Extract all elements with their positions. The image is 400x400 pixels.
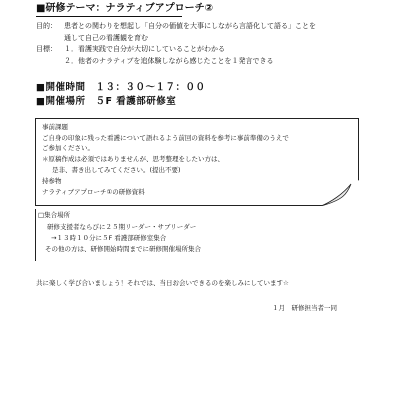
closing-message: 共に楽しく学び合いましょう！それでは、当日お会いできるのを楽しみにしています☆ — [36, 279, 289, 287]
page-title: ■研修テーマ：ナラティブアプローチ② — [36, 4, 213, 17]
prework-heading: 事前課題 — [42, 123, 68, 131]
goal-item-1: １．看護実践で自分が大切にしていることがわかる — [64, 45, 225, 53]
gathering-heading: □集合場所 — [38, 211, 71, 219]
purpose-label: 目的： — [36, 22, 57, 30]
prework-line-3: ＊原稿作成は必須ではありませんが、思考整理をしたい方は、 — [42, 155, 224, 163]
gathering-section — [35, 209, 357, 261]
purpose-line-2: 通して自己の看護観を育む — [64, 34, 148, 42]
prework-line-1: ご自身の印象に残った看護について語れるよう前回の資料を参考に事前準備のうえで — [42, 134, 289, 142]
schedule-place: ■開催場所 ５F 看護部研修室 — [36, 96, 177, 107]
prework-line-4: 是非、書き出してみてください。(提出不要) — [52, 166, 181, 174]
goals-label: 目標： — [36, 45, 57, 53]
signature: １月 研修担当者一同 — [272, 304, 337, 312]
schedule-time: ■開催時間 １３：３０～１７：００ — [36, 82, 206, 93]
gathering-line-2: →１３時１０分に５F 看護部研修室集合 — [51, 234, 167, 242]
goal-item-2: ２．他者のナラティブを追体験しながら感じたことを１発言できる — [64, 57, 274, 65]
gathering-line-3: その他の方は、研修開始時間までに研修開催場所集合 — [45, 245, 201, 253]
gathering-line-1: 研修支援者ならびに２５期リーダー・サブリーダー — [47, 223, 197, 231]
prework-line-2: ご参加ください。 — [42, 144, 94, 152]
bring-item: ナラティブアプローチ①の研修資料 — [42, 188, 145, 196]
gathering-left-border — [35, 209, 36, 261]
bring-heading: 持参物 — [42, 177, 62, 185]
title-underline — [36, 16, 182, 17]
page-curl-icon — [321, 180, 359, 206]
prework-note-box — [35, 118, 359, 206]
purpose-line-1: 患者との関わりを想起し「自分の価値を大事にしながら言語化して語る」ことを — [64, 22, 316, 30]
